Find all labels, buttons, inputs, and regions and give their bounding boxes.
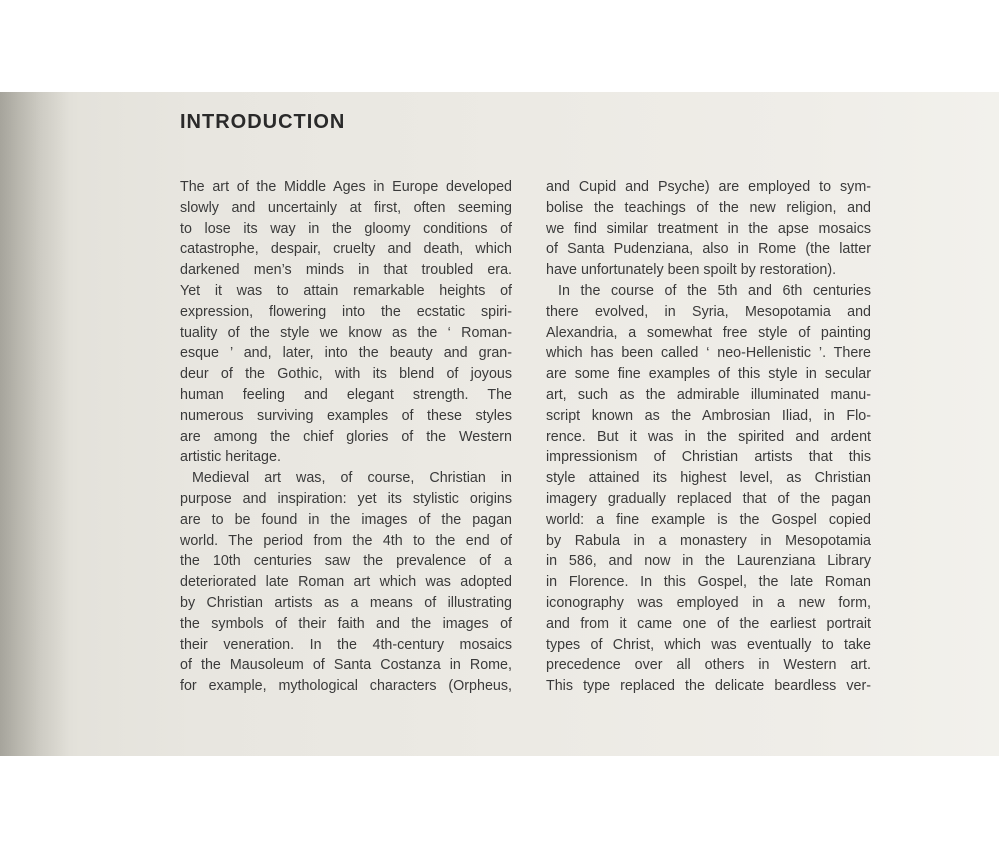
text-line: for example, mythological characters (Orpheus,	[180, 678, 512, 695]
text-line: by Rabula in a monastery in Mesopotamia	[546, 532, 871, 549]
text-line: script known as the Ambrosian Iliad, in Flo-	[546, 407, 871, 424]
text-line: artistic heritage.	[180, 449, 281, 466]
text-line: esque ’ and, later, into the beauty and gran-	[180, 345, 512, 362]
text-line: iconography was employed in a new form,	[546, 594, 871, 611]
left-text-column	[180, 177, 512, 697]
text-line: expression, flowering into the ecstatic spiri-	[180, 303, 512, 320]
text-line: bolise the teachings of the new religion, and	[546, 199, 871, 216]
text-line: the symbols of their faith and the images of	[180, 615, 512, 632]
text-line: types of Christ, which was eventually to take	[546, 636, 871, 653]
text-line: purpose and inspiration: yet its stylistic origins	[180, 490, 512, 507]
text-line: The art of the Middle Ages in Europe developed	[180, 179, 512, 195]
text-line: Alexandria, a somewhat free style of painting	[546, 324, 871, 341]
text-line: tuality of the style we know as the ‘ Roman-	[180, 324, 512, 341]
text-line: are to be found in the images of the pagan	[180, 511, 512, 528]
text-line: deur of the Gothic, with its blend of joyous	[180, 366, 512, 383]
text-line: in 586, and now in the Laurenziana Library	[546, 553, 871, 570]
text-line: there evolved, in Syria, Mesopotamia and	[546, 303, 871, 320]
text-line: imagery gradually replaced that of the pagan	[546, 490, 871, 507]
text-line: to lose its way in the gloomy conditions of	[180, 220, 512, 237]
text-line: are among the chief glories of the Western	[180, 428, 512, 445]
text-line: world: a fine example is the Gospel copied	[546, 511, 871, 528]
text-line: deteriorated late Roman art which was adopted	[180, 574, 512, 591]
text-line: precedence over all others in Western art.	[546, 657, 871, 674]
text-line: are some fine examples of this style in secular	[546, 366, 871, 383]
text-line: darkened men’s minds in that troubled era.	[180, 262, 512, 279]
text-line: slowly and uncertainly at first, often seeming	[180, 199, 512, 216]
text-line: their veneration. In the 4th-century mosaics	[180, 636, 512, 653]
text-line: we find similar treatment in the apse mosaics	[546, 220, 871, 237]
chapter-heading: INTRODUCTION	[180, 111, 346, 133]
text-line: which has been called ‘ neo-Hellenistic ’. There	[546, 345, 871, 362]
text-line: style attained its highest level, as Christian	[546, 470, 871, 487]
text-line: have unfortunately been spoilt by restoration).	[546, 262, 837, 279]
text-line: of the Mausoleum of Santa Costanza in Rome,	[180, 657, 512, 674]
text-line: and Cupid and Psyche) are employed to sym-	[546, 179, 871, 195]
text-line: rence. But it was in the spirited and ardent	[546, 428, 871, 445]
text-line: art, such as the admirable illuminated manu-	[546, 386, 871, 403]
text-line: In the course of the 5th and 6th centuries	[558, 282, 871, 299]
text-line: numerous surviving examples of these styles	[180, 407, 512, 424]
text-line: catastrophe, despair, cruelty and death, which	[180, 241, 512, 258]
text-line: world. The period from the 4th to the end of	[180, 532, 512, 549]
text-line: in Florence. In this Gospel, the late Roman	[546, 574, 871, 591]
text-line: Yet it was to attain remarkable heights of	[180, 282, 512, 299]
text-line: human feeling and elegant strength. The	[180, 386, 512, 403]
text-line: Medieval art was, of course, Christian in	[192, 470, 512, 487]
text-line: This type replaced the delicate beardless ver-	[546, 678, 871, 695]
text-line: the 10th centuries saw the prevalence of a	[180, 553, 512, 570]
text-line: by Christian artists as a means of illustrating	[180, 594, 512, 611]
binding-gutter-shadow	[0, 92, 70, 756]
right-text-column	[546, 177, 871, 697]
text-line: of Santa Pudenziana, also in Rome (the latter	[546, 241, 871, 258]
text-line: and from it came one of the earliest portrait	[546, 615, 871, 632]
text-line: impressionism of Christian artists that this	[546, 449, 871, 466]
